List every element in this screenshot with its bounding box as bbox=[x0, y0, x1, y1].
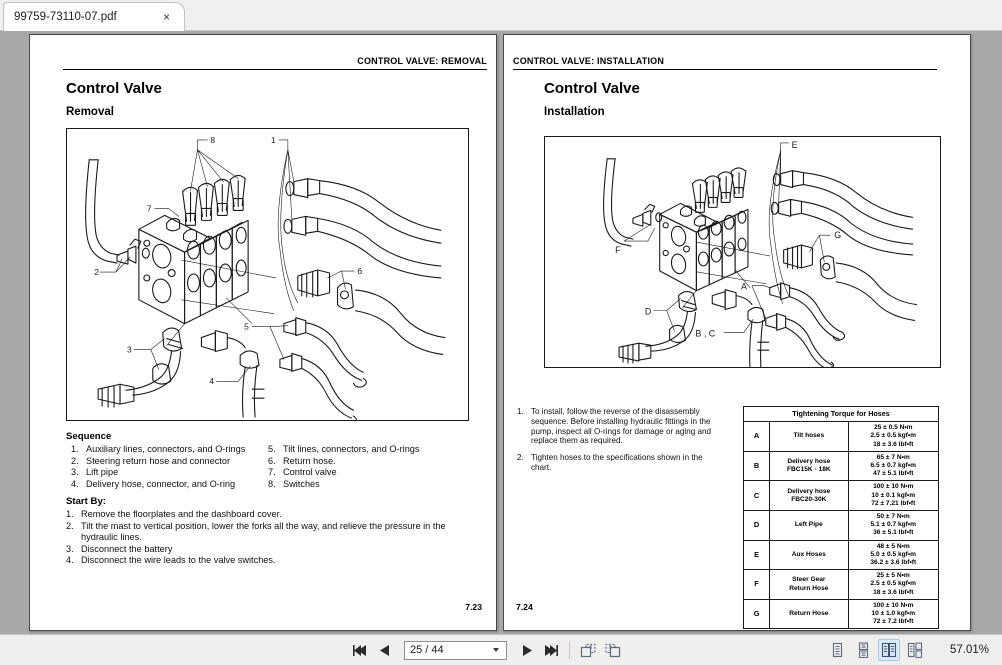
list-item bbox=[268, 467, 468, 479]
sequence-heading: Sequence bbox=[66, 431, 112, 442]
list-item bbox=[268, 456, 468, 468]
callout-4: 4 bbox=[209, 376, 215, 387]
table-cell-letter: F bbox=[744, 570, 770, 600]
table-cell-name: Return Hose bbox=[770, 599, 848, 629]
list-item-number: 3. bbox=[66, 543, 74, 554]
instruction-number: 1. bbox=[517, 407, 524, 416]
table-row bbox=[744, 511, 939, 541]
tab-title: 99759-73110-07.pdf bbox=[14, 11, 117, 23]
callout-1: 1 bbox=[270, 134, 276, 145]
table-cell-name: Aux Hoses bbox=[770, 540, 848, 570]
table-cell-letter: D bbox=[744, 511, 770, 541]
instruction-item bbox=[515, 407, 711, 446]
callout-6: 6 bbox=[357, 266, 363, 277]
list-item bbox=[66, 544, 461, 556]
list-item-text: Remove the floorplates and the dashboard cover. bbox=[81, 509, 282, 519]
table-caption: Tightening Torque for Hoses bbox=[744, 407, 939, 422]
tightening-torque-table bbox=[743, 406, 939, 629]
table-cell-name: Delivery hose FBC15K - 18K bbox=[770, 451, 848, 481]
list-item bbox=[66, 509, 461, 521]
previous-page-icon[interactable] bbox=[373, 639, 395, 661]
rotate-right-icon[interactable] bbox=[601, 639, 623, 661]
list-item bbox=[66, 555, 461, 567]
view-mode-group bbox=[826, 639, 926, 661]
list-item-number: 5. bbox=[268, 444, 276, 454]
table-cell-values: 50 ± 7 N•m 5.1 ± 0.7 kgf•m 36 ± 5.1 lbf•ft bbox=[848, 511, 938, 541]
running-header-right: CONTROL VALVE: INSTALLATION bbox=[513, 56, 937, 70]
list-item-text: Switches bbox=[283, 478, 320, 489]
sequence-list-column-2 bbox=[268, 444, 468, 490]
book-view-icon[interactable] bbox=[904, 639, 926, 661]
table-cell-name: Tilt hoses bbox=[770, 422, 848, 452]
pdf-page-left[interactable] bbox=[29, 34, 497, 631]
callout-E: E bbox=[791, 139, 798, 150]
list-item bbox=[71, 479, 271, 491]
callout-3: 3 bbox=[126, 344, 132, 355]
table-row bbox=[744, 422, 939, 452]
list-item-number: 1. bbox=[66, 509, 74, 519]
callout-2: 2 bbox=[94, 266, 99, 277]
table-cell-values: 100 ± 10 N•m 10 ± 0.1 kgf•m 72 ± 7.21 lbf•ft bbox=[848, 481, 938, 511]
pdf-toolbar bbox=[0, 634, 1002, 665]
page-number-left: 7.23 bbox=[465, 602, 482, 612]
list-item bbox=[268, 444, 468, 456]
last-page-icon[interactable] bbox=[540, 639, 562, 661]
table-cell-letter: A bbox=[744, 422, 770, 452]
start-by-heading: Start By: bbox=[66, 496, 106, 507]
pdf-viewer-canvas[interactable] bbox=[0, 31, 1002, 634]
table-cell-values: 65 ± 7 N•m 6.5 ± 0.7 kgf•m 47 ± 5.1 lbf•ft bbox=[848, 451, 938, 481]
callout-D: D bbox=[644, 306, 652, 317]
callout-5: 5 bbox=[244, 321, 249, 332]
list-item bbox=[71, 456, 271, 468]
page-title-left: Control Valve bbox=[66, 80, 162, 97]
instruction-number: 2. bbox=[517, 453, 524, 463]
table-cell-letter: G bbox=[744, 599, 770, 629]
list-item-number: 1. bbox=[71, 444, 79, 454]
list-item-text: Tilt the mast to vertical position, lower the forks all the way, and relieve the pressure in the hydraulic lines. bbox=[81, 520, 446, 543]
list-item-number: 6. bbox=[268, 455, 276, 466]
callout-7: 7 bbox=[146, 203, 152, 214]
list-item-text: Lift pipe bbox=[86, 467, 119, 478]
callout-8: 8 bbox=[210, 134, 216, 145]
page-title-right: Control Valve bbox=[544, 80, 640, 97]
pdf-page-right[interactable] bbox=[503, 34, 971, 631]
list-item-number: 7. bbox=[268, 467, 276, 478]
list-item-text: Auxiliary lines, connectors, and O-rings bbox=[86, 444, 246, 454]
callout-A: A bbox=[741, 281, 747, 292]
table-cell-letter: E bbox=[744, 540, 770, 570]
list-item-number: 2. bbox=[66, 520, 74, 531]
list-item-text: Return hose. bbox=[283, 455, 336, 466]
zoom-level-label[interactable]: 57.01% bbox=[949, 644, 989, 656]
toolbar-separator-1 bbox=[569, 642, 570, 659]
list-item bbox=[71, 444, 271, 456]
start-by-list bbox=[66, 509, 461, 567]
instruction-text: Tighten hoses to the specifications shown in the chart. bbox=[531, 453, 703, 472]
close-icon[interactable]: × bbox=[162, 10, 170, 24]
next-page-icon[interactable] bbox=[516, 639, 538, 661]
first-page-icon[interactable] bbox=[349, 639, 371, 661]
list-item-text: Tilt lines, connectors, and O-rings bbox=[283, 444, 420, 454]
list-item-number: 8. bbox=[268, 478, 276, 489]
callout-G: G bbox=[834, 230, 842, 241]
table-row bbox=[744, 570, 939, 600]
list-item bbox=[268, 479, 468, 491]
list-item-text: Delivery hose, connector, and O-ring bbox=[86, 478, 236, 489]
running-header-left: CONTROL VALVE: REMOVAL bbox=[63, 56, 487, 70]
callout-B-C: B , C bbox=[695, 328, 716, 339]
list-item-text: Control valve bbox=[283, 467, 337, 478]
two-page-view-icon[interactable] bbox=[878, 639, 900, 661]
table-cell-values: 48 ± 5 N•m 5.0 ± 0.5 kgf•m 36.2 ± 3.6 lbf•ft bbox=[848, 540, 938, 570]
instruction-text: To install, follow the reverse of the disassembly sequence. Before installing hydraulic fittings in the pump, inspect all O-rings for damage or aging and replace them as required. bbox=[531, 407, 711, 446]
browser-tab-bar bbox=[0, 0, 1002, 31]
table-row bbox=[744, 481, 939, 511]
table-cell-values: 25 ± 0.5 N•m 2.5 ± 0.5 kgf•m 18 ± 3.6 lbf•ft bbox=[848, 422, 938, 452]
page-number-input[interactable] bbox=[410, 644, 492, 656]
table-row bbox=[744, 451, 939, 481]
list-item-text: Steering return hose and connector bbox=[86, 455, 231, 466]
figure-control-valve-installation bbox=[544, 136, 941, 368]
table-cell-letter: B bbox=[744, 451, 770, 481]
continuous-view-icon[interactable] bbox=[852, 639, 874, 661]
list-item-text: Disconnect the wire leads to the valve switches. bbox=[81, 555, 276, 566]
page-number-right: 7.24 bbox=[516, 602, 533, 612]
table-cell-letter: C bbox=[744, 481, 770, 511]
callout-F: F bbox=[615, 244, 621, 255]
list-item-text: Disconnect the battery bbox=[81, 543, 173, 554]
rotate-left-icon[interactable] bbox=[577, 639, 599, 661]
figure-control-valve-removal bbox=[66, 128, 469, 421]
table-cell-name: Steer Gear Return Hose bbox=[770, 570, 848, 600]
table-cell-name: Left Pipe bbox=[770, 511, 848, 541]
instruction-item bbox=[515, 453, 711, 473]
page-subtitle-left: Removal bbox=[66, 106, 114, 118]
table-row bbox=[744, 599, 939, 629]
document-tab[interactable] bbox=[3, 2, 185, 31]
list-item bbox=[66, 521, 461, 544]
list-item-number: 2. bbox=[71, 455, 79, 466]
sequence-list-column-1 bbox=[71, 444, 271, 490]
list-item-number: 4. bbox=[71, 478, 79, 489]
page-number-field[interactable] bbox=[404, 641, 507, 660]
chevron-down-icon[interactable] bbox=[493, 648, 499, 652]
single-page-view-icon[interactable] bbox=[826, 639, 848, 661]
page-subtitle-right: Installation bbox=[544, 106, 605, 118]
page-navigation-group bbox=[349, 639, 623, 661]
table-cell-name: Delivery hose FBC20-30K bbox=[770, 481, 848, 511]
table-cell-values: 25 ± 5 N•m 2.5 ± 0.5 kgf•m 18 ± 3.6 lbf•ft bbox=[848, 570, 938, 600]
list-item-number: 3. bbox=[71, 467, 79, 478]
list-item bbox=[71, 467, 271, 479]
list-item-number: 4. bbox=[66, 555, 74, 566]
table-row bbox=[744, 540, 939, 570]
installation-instructions bbox=[515, 407, 711, 480]
table-cell-values: 100 ± 10 N•m 10 ± 1.0 kgf•m 72 ± 7.2 lbf•ft bbox=[848, 599, 938, 629]
